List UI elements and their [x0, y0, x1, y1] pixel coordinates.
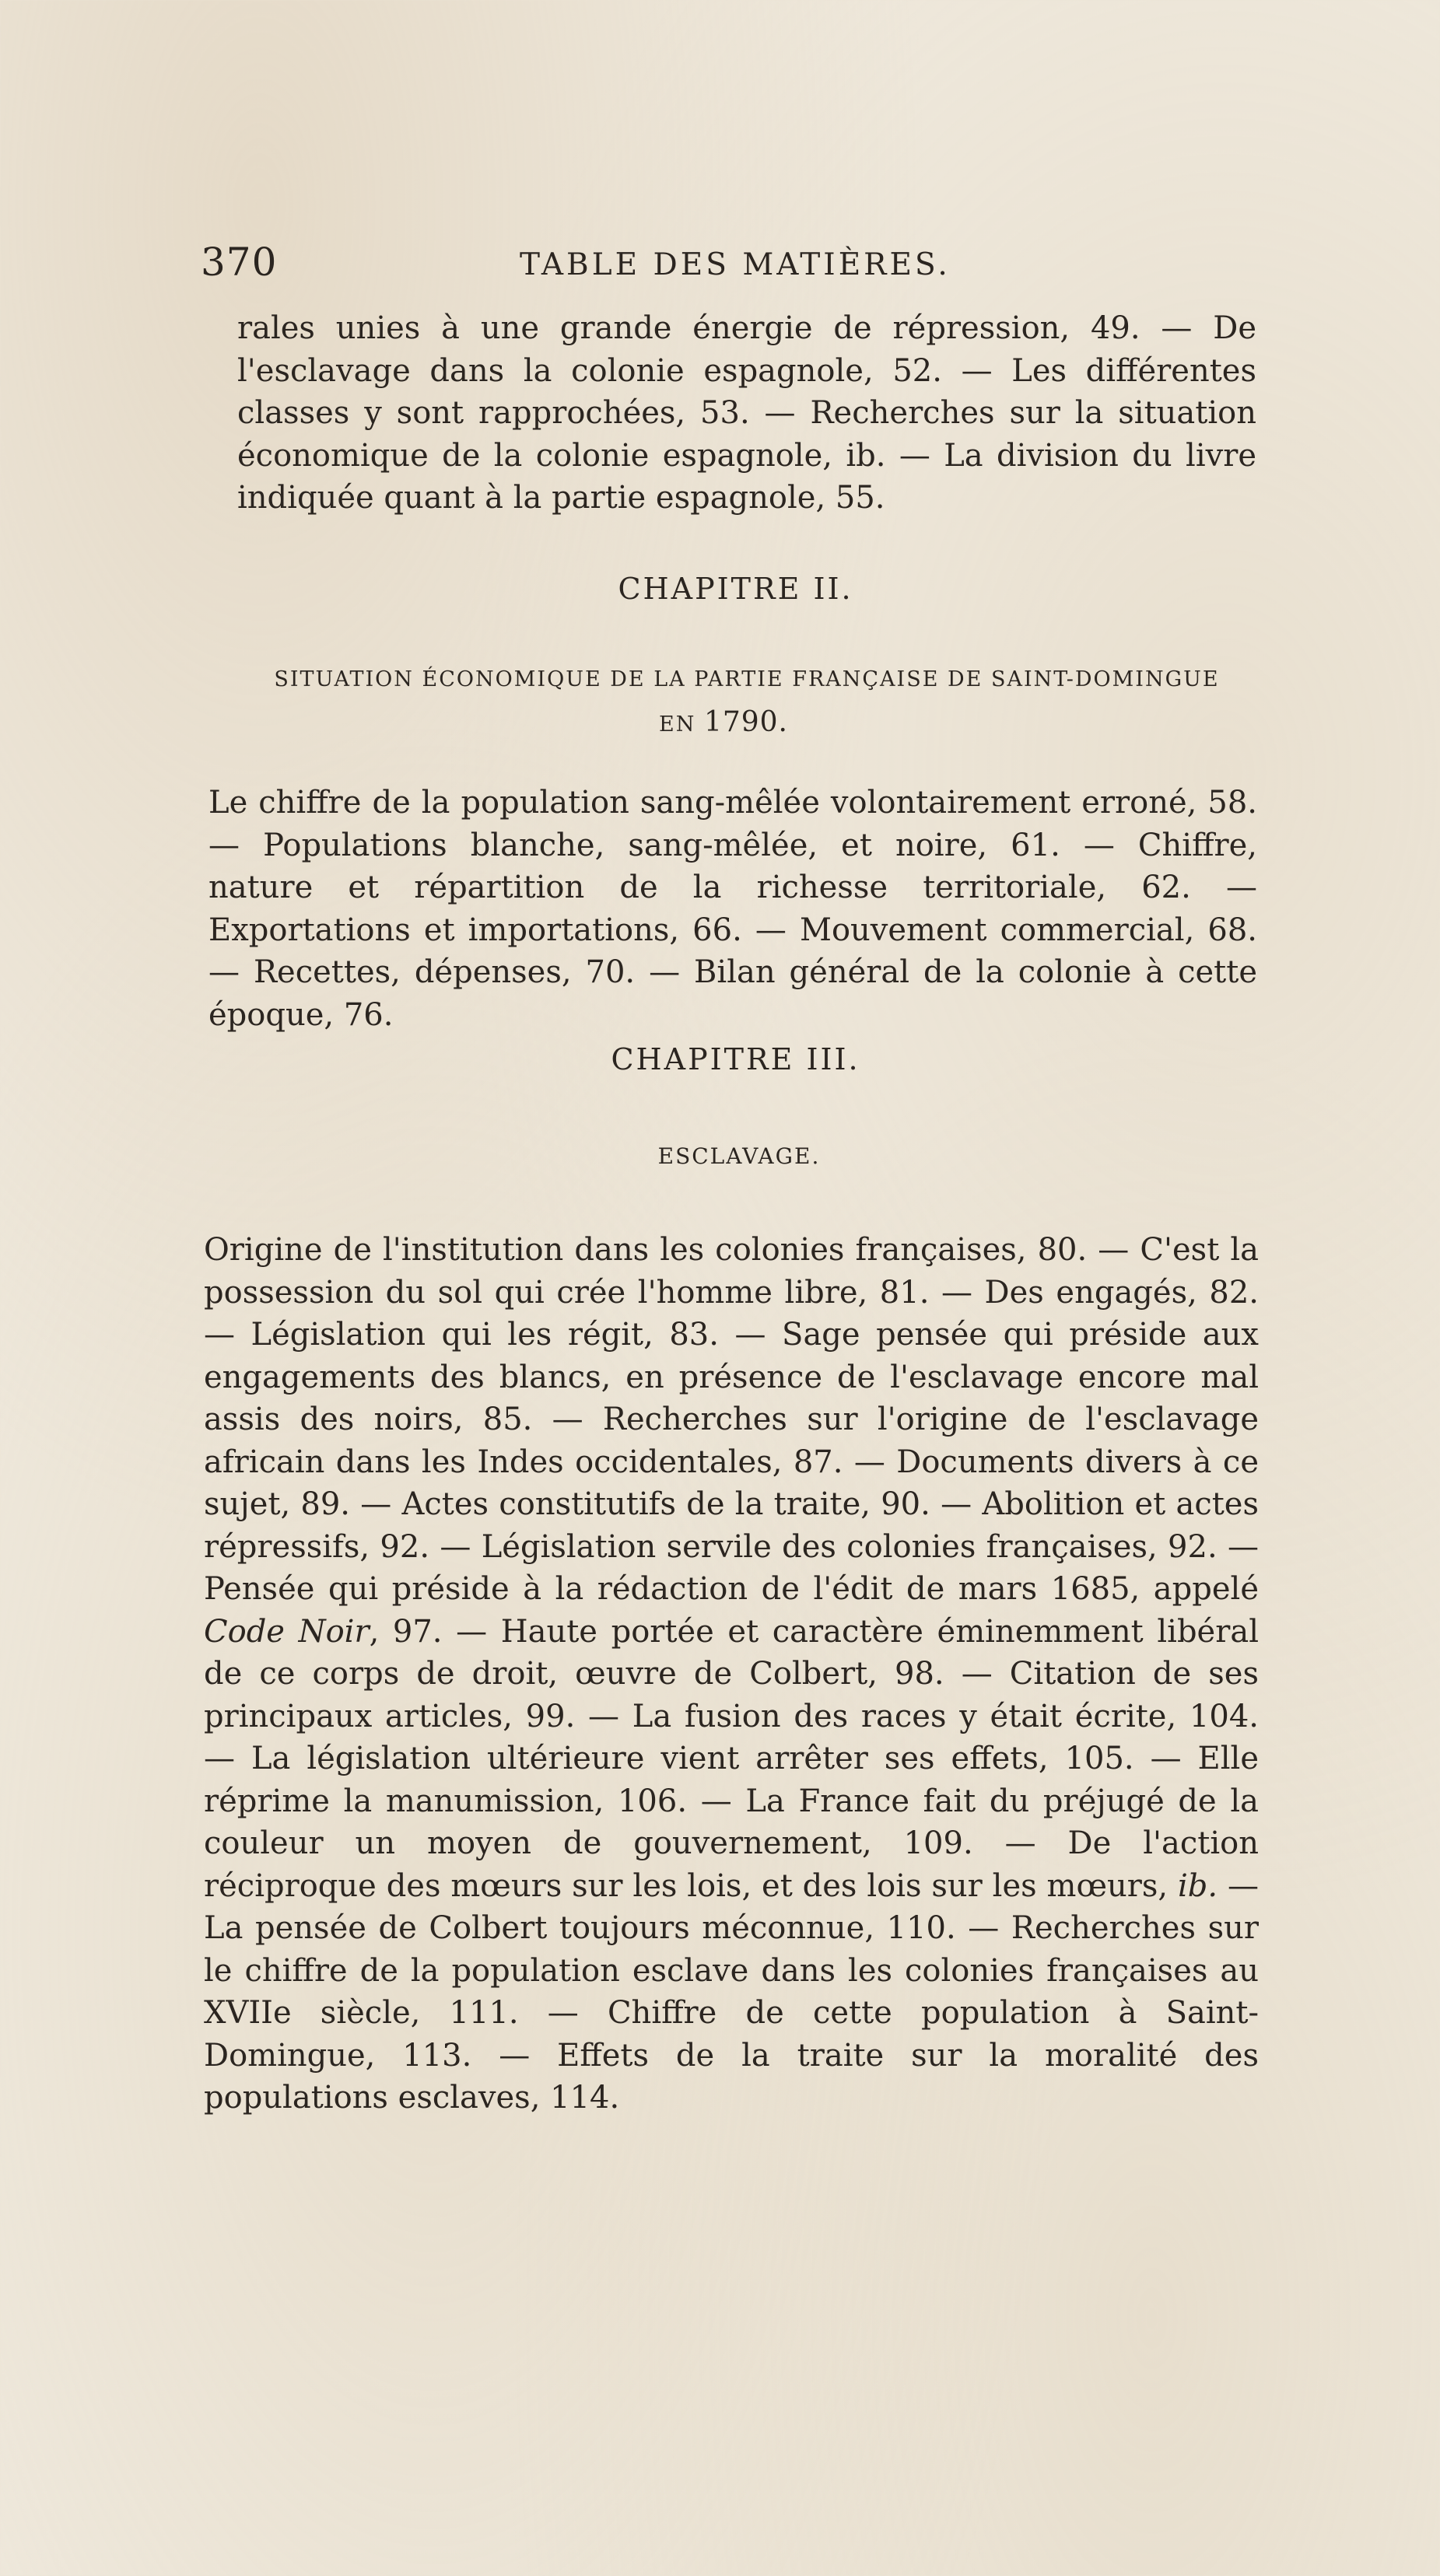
chapter-3-title: CHAPITRE III. — [611, 1042, 860, 1076]
code-noir-italic: Code Noir — [204, 1613, 370, 1650]
chapter-2-paragraph: Le chiffre de la population sang-mêlée volontairement erroné, 58. — Populations blanche, sang-mêlée, et noire, 61. — Chiffre, nature et répartition de la richesse territoriale, 62. — Exportations et importations, 66. — Mouvement commercial, 68. — Recettes, dépenses, 70. — Bilan général de la colonie à cette époque, 76. — [208, 785, 1257, 1033]
chapter-2-title: CHAPITRE II. — [618, 572, 853, 606]
chapter-3-paragraph-part1: Origine de l'institution dans les colonies françaises, 80. — C'est la possession du sol qui crée l'homme libre, 81. — Des engagés, 82. — Législation qui les régit, 83. — Sage pensée qui préside aux engagements des blancs, en présence de l'esclavage encore mal assis des noirs, 85. — Recherches sur l'origine de l'esclavage africain dans les Indes occidentales, 87. — Documents divers à ce sujet, 89. — Actes constitutifs de la traite, 90. — Abolition et actes répressifs, 92. — Législation servile des colonies françaises, 92. — Pensée qui préside à la rédaction de l'édit de mars 1685, appelé — [204, 1232, 1259, 1607]
running-head: TABLE DES MATIÈRES. — [520, 247, 951, 282]
chapter-3-paragraph-part2: , 97. — Haute portée et caractère éminemment libéral de ce corps de droit, œuvre de Colbert, 98. — Citation de ses principaux articles, 99. — La fusion des races y était écrite, 104. — La législation ultérieure vient arrêter ses effets, 105. — Elle réprime la manumission, 106. — La France fait du préjugé de la couleur un moyen de gouvernement, 109. — De l'action réciproque des mœurs sur les lois, et des lois sur les mœurs, — [204, 1613, 1259, 1904]
ib-italic: ib. — [1178, 1867, 1218, 1904]
page-number: 370 — [201, 240, 278, 285]
chapter-3-paragraph — [204, 1229, 1259, 2119]
chapter-3-subtitle: ESCLAVAGE. — [657, 1143, 821, 1169]
chapter-2-subtitle: SITUATION ÉCONOMIQUE DE LA PARTIE FRANÇAISE DE SAINT-DOMINGUE — [274, 667, 1220, 691]
page-header — [201, 233, 1259, 296]
chapter-2-subtitle-year-line — [233, 706, 1214, 738]
chapter-2-subtitle-en: EN — [659, 712, 696, 737]
chapter-2-subtitle-year: 1790. — [703, 706, 788, 738]
chapter-3-paragraph-part3: — La pensée de Colbert toujours méconnue, 110. — Recherches sur le chiffre de la population esclave dans les colonies françaises au XVIIe siècle, 111. — Chiffre de cette population à Saint-Domingue, 113. — Effets de la traite sur la moralité des populations esclaves, 114. — [204, 1867, 1260, 2116]
intro-paragraph: rales unies à une grande énergie de répression, 49. — De l'esclavage dans la colonie espagnole, 52. — Les différentes classes y sont rapprochées, 53. — Recherches sur la situation économique de la colonie espagnole, ib. — La division du livre indiquée quant à la partie espagnole, 55. — [237, 310, 1256, 516]
